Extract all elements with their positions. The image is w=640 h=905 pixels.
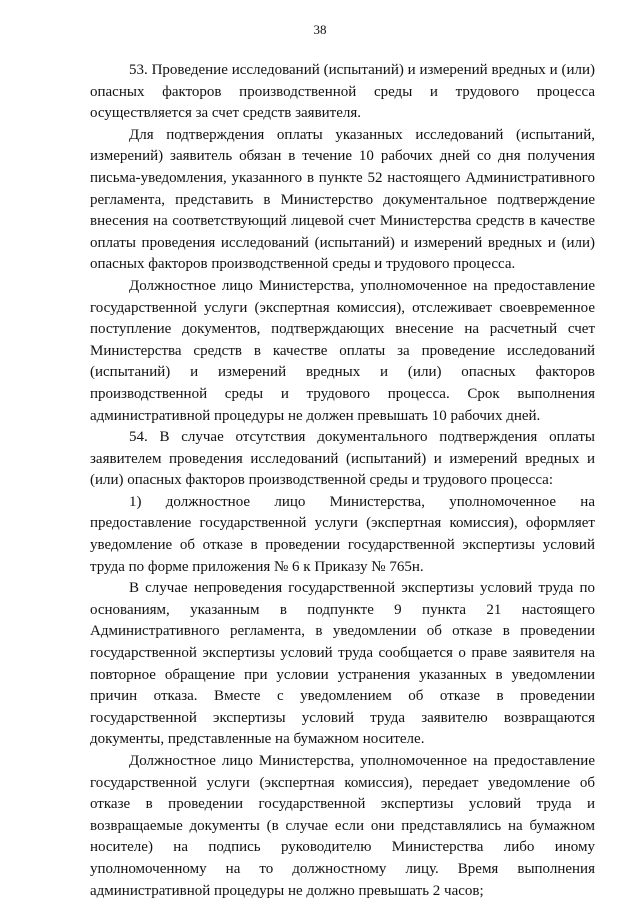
paragraph-54-item-1: 1) должностное лицо Министерства, уполномоченное на предоставление государственной услуги (экспертная комиссия), оформляет уведомление об отказе в проведении государственной экспертизы условий труда по форме приложения № 6 к Приказу № 765н. <box>90 493 595 575</box>
paragraph-refusal-reasons: В случае непроведения государственной экспертизы условий труда по основаниям, указанным в подпункте 9 пункта 21 настоящего Административного регламента, в уведомлении об отказе в проведении государственной экспертизы условий труда сообщается о праве заявителя на повторное обращение при условии устранения указанных в уведомлении причин отказа. Вместе с уведомлением об отказе в проведении государственной экспертизы условий труда заявителю возвращаются документы, представленные на бумажном носителе. <box>90 580 595 748</box>
paragraph-official-tracking: Должностное лицо Министерства, уполномоченное на предоставление государственной услуги (экспертная комиссия), отслеживает своевременное поступление документов, подтверждающих внесение на расчетный счет Министерства средств в качестве оплаты за проведение исследований (испытаний) и измерений вредных и (или) опасных факторов производственной среды и трудового процесса. Срок выполнения административной процедуры не должен превышать 10 рабочих дней. <box>90 277 595 424</box>
paragraph-53: 53. Проведение исследований (испытаний) и измерений вредных и (или) опасных факторов производственной среды и трудового процесса осуществляется за счет средств заявителя. <box>90 62 595 122</box>
paragraph-54: 54. В случае отсутствия документального подтверждения оплаты заявителем проведения исследований (испытаний) и измерений вредных и (или) опасных факторов производственной среды и трудового процесса: <box>90 429 595 489</box>
paragraph-payment-confirmation: Для подтверждения оплаты указанных исследований (испытаний, измерений) заявитель обязан в течение 10 рабочих дней со дня получения письма-уведомления, указанного в пункте 52 настоящего Административного регламента, представить в Министерство документальное подтверждение внесения на соответствующий лицевой счет Министерства средств в качестве оплаты проведения исследований (испытаний) и измерений вредных и (или) опасных факторов производственной среды и трудового процесса. <box>90 126 595 273</box>
page-number: 38 <box>313 22 327 37</box>
document-body <box>90 60 595 902</box>
paragraph-refusal-signing: Должностное лицо Министерства, уполномоченное на предоставление государственной услуги (экспертная комиссия), передает уведомление об отказе в проведении государственной экспертизы условий труда и возвращаемые документы (в случае если они представлялись на бумажном носителе) на подпись руководителю Министерства либо иному уполномоченному на то должностному лицу. Время выполнения административной процедуры не должно превышать 2 часов; <box>90 753 595 899</box>
